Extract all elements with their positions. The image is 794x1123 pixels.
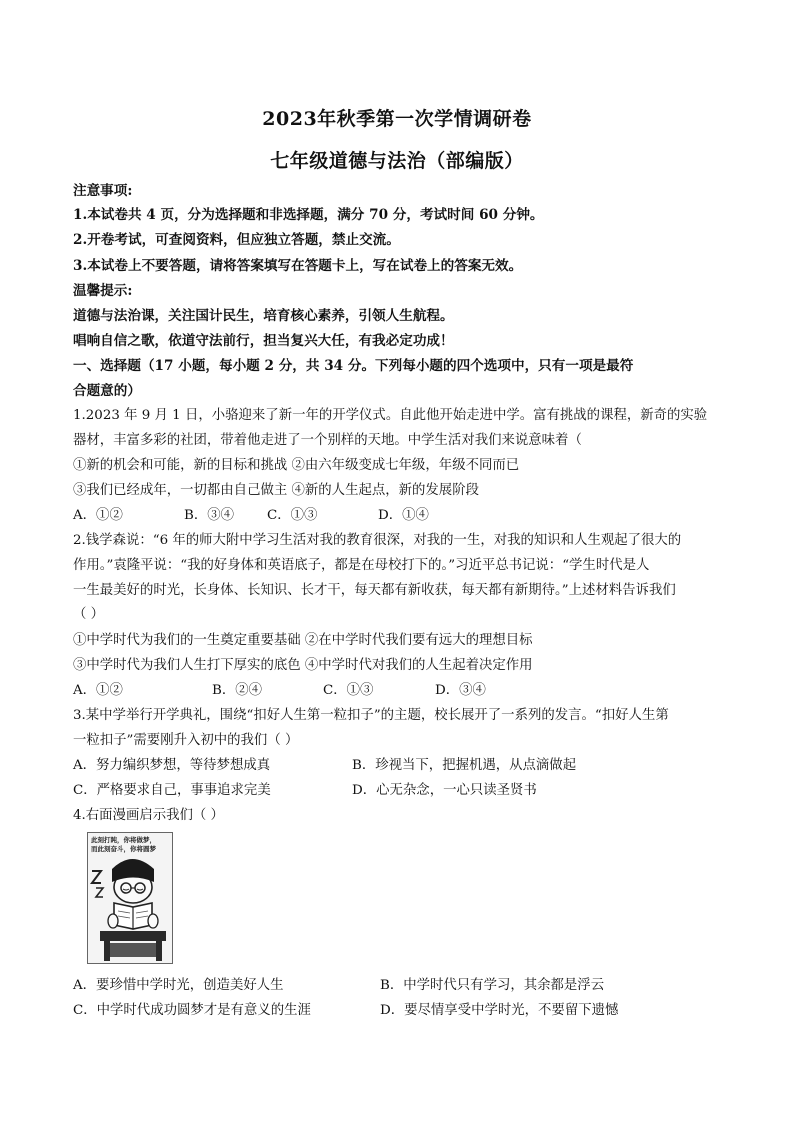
q3-option-a: A．努力编织梦想，等待梦想成真 — [73, 758, 271, 773]
note-item: 3.本试卷上不要答题，请将答案填写在答题卡上，写在试卷上的答案无效。 — [73, 258, 523, 274]
q3-option-c: C．严格要求自己，事事追求完美 — [73, 783, 271, 798]
q1-text: 1.2023 年 9 月 1 日，小骆迎来了新一年的开学仪式。自此他开始走进中学。富有挑战的课程，新奇的实验 — [73, 408, 708, 423]
q2-text: 作用。”袁隆平说：“我的好身体和英语底子，都是在母校打下的。”习近平总书记说：“学生时代是人 — [73, 558, 650, 573]
cartoon-image — [87, 832, 173, 964]
note-item: 1.本试卷共 4 页，分为选择题和非选择题，满分 70 分，考试时间 60 分钟。 — [73, 207, 544, 223]
q1-option-a: A．①② — [73, 508, 123, 523]
q2-text: 一生最美好的时光，长身体、长知识、长才干，每天都有新收获，每天都有新期待。”上述材料告诉我们 — [73, 583, 676, 598]
notes-heading: 注意事项: — [73, 183, 133, 199]
q2-text: 2.钱学森说：“6 年的师大附中学习生活对我的教育很深，对我的一生，对我的知识和人生观起了很大的 — [73, 533, 682, 548]
q3-text: 一粒扣子”需要刚升入初中的我们（ ） — [73, 733, 299, 748]
q4-option-b: B．中学时代只有学习，其余都是浮云 — [380, 978, 605, 993]
section-heading: 一、选择题（17 小题，每小题 2 分，共 34 分。下列每小题的四个选项中，只有一项是最符 — [73, 358, 634, 374]
tip-item: 唱响自信之歌，依道守法前行，担当复兴大任，有我必定功成！ — [73, 333, 454, 349]
tip-item: 道德与法治课，关注国计民生，培育核心素养，引领人生航程。 — [73, 308, 454, 324]
q1-option-b: B．③④ — [184, 508, 235, 523]
section-heading-cont: 合题意的） — [73, 383, 141, 399]
exam-subtitle: 七年级道德与法治（部编版） — [270, 150, 524, 172]
exam-title: 2023年秋季第一次学情调研卷 — [262, 108, 532, 130]
q1-text: 器材，丰富多彩的社团，带着他走进了一个别样的天地。中学生活对我们来说意味着（ — [73, 433, 582, 448]
note-item: 2.开卷考试，可查阅资料，但应独立答题，禁止交流。 — [73, 232, 400, 248]
q1-option-c: C．①③ — [267, 508, 318, 523]
q2-option-b: B．②④ — [212, 683, 263, 698]
q2-statement: ①中学时代为我们的一生奠定重要基础 ②在中学时代我们要有远大的理想目标 — [73, 633, 533, 648]
q2-answer-blank: （ ） — [73, 607, 105, 622]
sleeping-student-illustration — [88, 833, 172, 963]
q4-option-a: A．要珍惜中学时光，创造美好人生 — [73, 978, 284, 993]
cartoon-caption-line: 而此刻奋斗，你将圆梦 — [91, 845, 156, 853]
q2-option-c: C．①③ — [323, 683, 374, 698]
q4-option-d: D．要尽情享受中学时光，不要留下遗憾 — [380, 1003, 619, 1018]
cartoon-caption-line: 此刻打盹，你将做梦， — [91, 836, 156, 844]
q4-option-c: C．中学时代成功圆梦才是有意义的生涯 — [73, 1003, 311, 1018]
q2-option-a: A．①② — [73, 683, 123, 698]
q3-option-b: B．珍视当下，把握机遇，从点滴做起 — [352, 758, 577, 773]
q1-statement: ①新的机会和可能，新的目标和挑战 ②由六年级变成七年级，年级不同而已 — [73, 458, 520, 473]
tips-heading: 温馨提示: — [73, 283, 133, 299]
q2-option-d: D．③④ — [435, 683, 486, 698]
q4-text: 4.右面漫画启示我们（ ） — [73, 808, 224, 823]
q3-option-d: D．心无杂念，一心只读圣贤书 — [352, 783, 537, 798]
q2-statement: ③中学时代为我们人生打下厚实的底色 ④中学时代对我们的人生起着决定作用 — [73, 658, 533, 673]
q1-statement: ③我们已经成年，一切都由自己做主 ④新的人生起点，新的发展阶段 — [73, 483, 479, 498]
q3-text: 3.某中学举行开学典礼，围绕“扣好人生第一粒扣子”的主题，校长展开了一系列的发言。“扣好人生第 — [73, 708, 669, 723]
q1-option-d: D．①④ — [378, 508, 429, 523]
